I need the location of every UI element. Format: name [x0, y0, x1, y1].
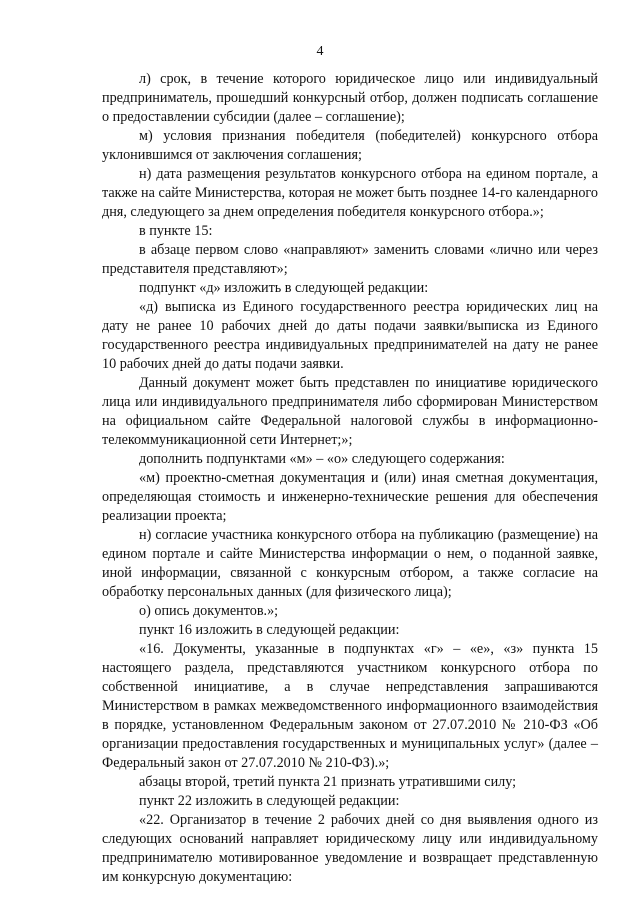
paragraph-point-22-intro: пункт 22 изложить в следующей редакции: — [139, 793, 400, 809]
paragraph-point-21: абзацы второй, третий пункта 21 признать утратившими силу; — [139, 774, 517, 790]
paragraph-subpoint-n: н) согласие участника конкурсного отбора на публикацию (размещение) на едином портале и сайте Министерства информации о нем, о поданной заявке, иной информации, связанной с конкурсным отбором, а также согласие на обработку персональных данных (для физического лица); — [102, 527, 598, 600]
paragraph-subpoint-d-intro: подпункт «д» изложить в следующей редакции: — [139, 280, 429, 296]
paragraph-add-subpoints: дополнить подпунктами «м» – «о» следующего содержания: — [139, 451, 505, 467]
paragraph-point-22: «22. Организатор в течение 2 рабочих дней со дня выявления одного из следующих оснований направляет юридическому лицу или индивидуальному предпринимателю мотивированное уведомление и возвращает представленную им конкурсную документацию: — [102, 812, 598, 885]
paragraph-document-note: Данный документ может быть представлен по инициативе юридического лица или индивидуального предпринимателя либо сформирован Министерством на официальном сайте Федеральной налоговой службы в информационно-телекоммуникационной сети Интернет;»; — [102, 375, 598, 448]
paragraph-point-16: «16. Документы, указанные в подпунктах «г» – «е», «з» пункта 15 настоящего раздела, представляются участником конкурсного отбора по собственной инициативе, а в случае непредставления запрашиваются Министерством в рамках межведомственного информационного взаимодействия в порядке, установленном Федеральным законом от 27.07.2010 № 210-ФЗ «Об организации предоставления государственных и муниципальных услуг» (далее – Федеральный закон от 27.07.2010 № 210-ФЗ).»; — [102, 641, 598, 771]
paragraph-point-15: в пункте 15: — [139, 223, 213, 239]
paragraph-n: н) дата размещения результатов конкурсного отбора на едином портале, а также на сайте Министерства, которая не может быть позднее 14-го календарного дня, следующего за днем определения победителя конкурсного отбора.»; — [102, 166, 598, 220]
paragraph-subpoint-o: о) опись документов.»; — [139, 603, 279, 619]
paragraph-subpoint-d: «д) выписка из Единого государственного реестра юридических лиц на дату не ранее 10 рабочих дней до даты подачи заявки/выписка из Единого государственного реестра индивидуальных предпринимателей на дату не ранее 10 рабочих дней до даты подачи заявки. — [102, 299, 598, 372]
paragraph-point-16-intro: пункт 16 изложить в следующей редакции: — [139, 622, 400, 638]
paragraph-l: л) срок, в течение которого юридическое лицо или индивидуальный предприниматель, прошедший конкурсный отбор, должен подписать соглашение о предоставлении субсидии (далее – соглашение); — [102, 71, 598, 125]
paragraph-m: м) условия признания победителя (победителей) конкурсного отбора уклонившимся от заключения соглашения; — [102, 128, 598, 163]
paragraph-subpoint-m: «м) проектно-сметная документация и (или) иная сметная документация, определяющая стоимость и инженерно-технические решения для обеспечения реализации проекта; — [102, 470, 598, 524]
page-number: 4 — [316, 44, 324, 59]
document-body — [102, 70, 598, 887]
paragraph-first-abzac: в абзаце первом слово «направляют» заменить словами «лично или через представителя представляют»; — [102, 242, 598, 277]
